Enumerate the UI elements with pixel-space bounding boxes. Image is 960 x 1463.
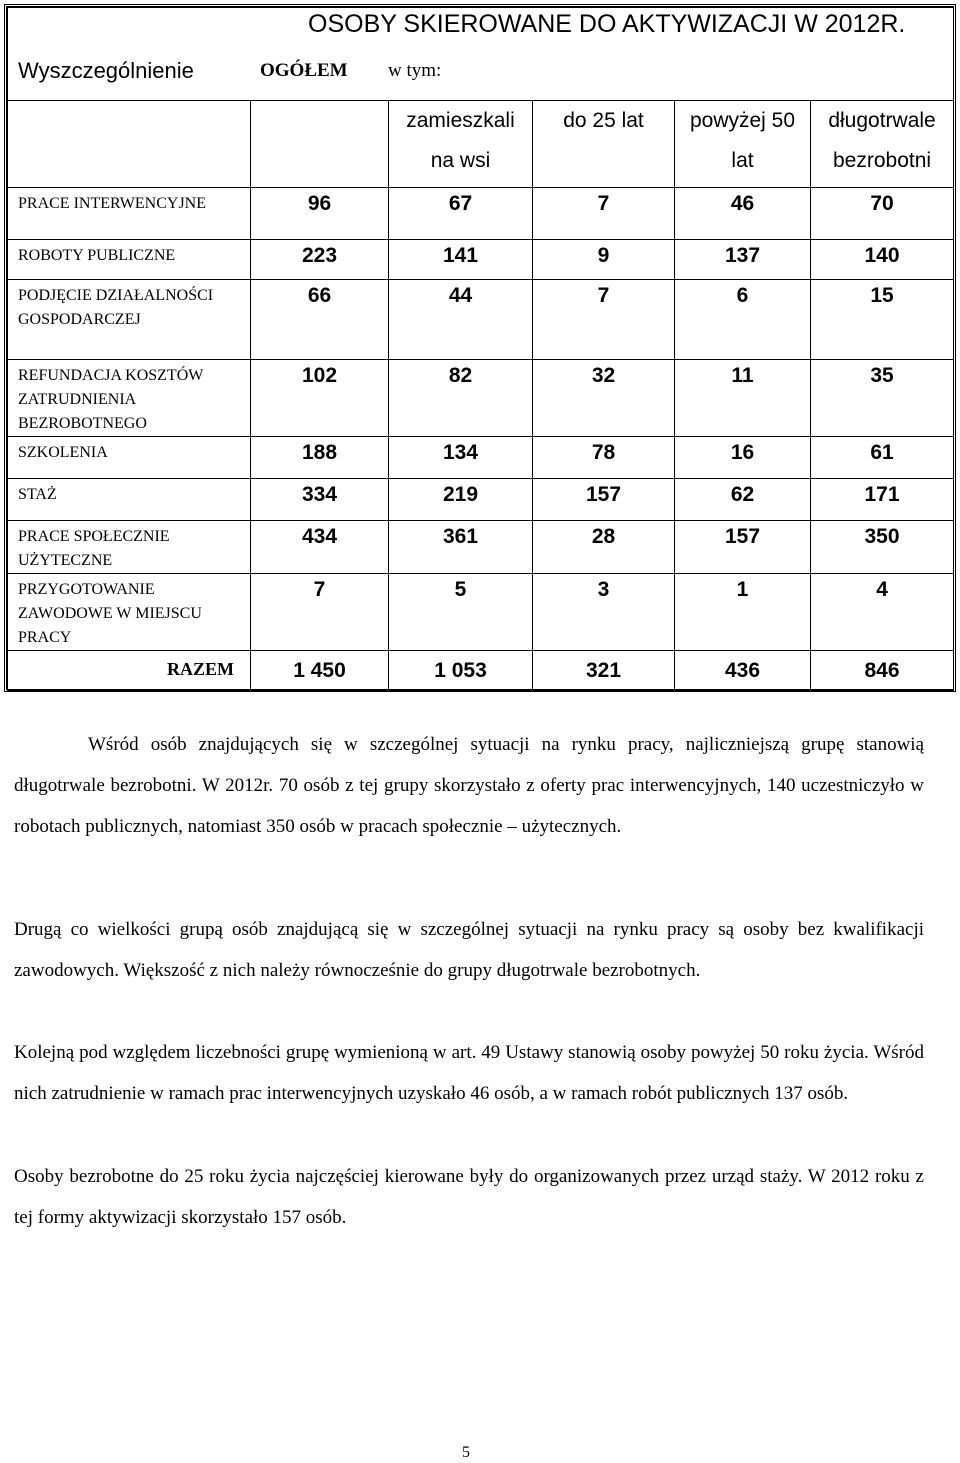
row-label: PRACE SPOŁECZNIE UŻYTECZNE (8, 521, 251, 574)
cell-value: 157 (533, 479, 675, 521)
cell-total: 334 (251, 479, 389, 521)
subgroup-header: w tym: (388, 60, 442, 81)
cell-value: 82 (389, 360, 533, 437)
cell-value: 16 (675, 437, 811, 479)
row-label: SZKOLENIA (8, 437, 251, 479)
cell-value: 44 (389, 280, 533, 360)
total-row-label: RAZEM (8, 651, 251, 691)
row-label: PRZYGOTOWANIE ZAWODOWE W MIEJSCU PRACY (8, 574, 251, 651)
row-label: STAŻ (8, 479, 251, 521)
cell-total: 434 (251, 521, 389, 574)
cell-value: 134 (389, 437, 533, 479)
paragraph: Osoby bezrobotne do 25 roku życia najczęściej kierowane były do organizowanych przez urząd staży. W 2012 roku z tej formy aktywizacji skorzystało 157 osób. (14, 1166, 924, 1228)
activation-table-frame (4, 4, 956, 692)
cell-value: 140 (811, 240, 954, 280)
row-label: ROBOTY PUBLICZNE (8, 240, 251, 280)
cell-value: 321 (533, 651, 675, 691)
table-row (8, 521, 954, 574)
cell-value: 61 (811, 437, 954, 479)
row-label: PRACE INTERWENCYJNE (8, 188, 251, 240)
table-row (8, 188, 954, 240)
cell-value: 11 (675, 360, 811, 437)
cell-value: 6 (675, 280, 811, 360)
total-column-header: OGÓŁEM (260, 60, 348, 81)
column-header: do 25 lat (533, 101, 675, 188)
paragraph: Drugą co wielkości grupą osób znajdującą się w szczególnej sytuacji na rynku pracy są osoby bez kwalifikacji zawodowych. Większość z nich należy równocześnie do grupy długotrwale bezrobotnych. (14, 919, 924, 981)
cell-value: 137 (675, 240, 811, 280)
table-title: OSOBY SKIEROWANE DO AKTYWIZACJI W 2012R. (308, 10, 906, 38)
cell-value: 9 (533, 240, 675, 280)
cell-value: 219 (389, 479, 533, 521)
cell-value: 1 (675, 574, 811, 651)
cell-value: 15 (811, 280, 954, 360)
table-row (8, 479, 954, 521)
cell-value: 7 (533, 188, 675, 240)
cell-value: 1 053 (389, 651, 533, 691)
cell-value: 361 (389, 521, 533, 574)
cell-value: 7 (533, 280, 675, 360)
cell-total: 102 (251, 360, 389, 437)
label-column-header: Wyszczególnienie (18, 58, 194, 83)
cell-value: 436 (675, 651, 811, 691)
cell-value: 5 (389, 574, 533, 651)
paragraph: Wśród osób znajdujących się w szczególnej sytuacji na rynku pracy, najliczniejszą grupę stanowią długotrwale bezrobotni. W 2012r. 70 osób z tej grupy skorzystało z oferty prac interwencyjnych, 140 uczestniczyło w robotach publicznych, natomiast 350 osób w pracach społecznie – użytecznych. (14, 734, 924, 837)
cell-value: 32 (533, 360, 675, 437)
cell-total: 223 (251, 240, 389, 280)
cell-value: 157 (675, 521, 811, 574)
cell-value: 70 (811, 188, 954, 240)
column-header: zamieszkali na wsi (389, 101, 533, 188)
cell-total: 96 (251, 188, 389, 240)
row-label: PODJĘCIE DZIAŁALNOŚCI GOSPODARCZEJ (8, 280, 251, 360)
cell-value: 846 (811, 651, 954, 691)
paragraph: Kolejną pod względem liczebności grupę wymienioną w art. 49 Ustawy stanowią osoby powyżej 50 roku życia. Wśród nich zatrudnienie w ramach prac interwencyjnych uzyskało 46 osób, a w ramach robót publicznych 137 osób. (14, 1042, 924, 1104)
table-row (8, 240, 954, 280)
total-row (8, 651, 954, 691)
cell-value: 350 (811, 521, 954, 574)
row-label: REFUNDACJA KOSZTÓW ZATRUDNIENIA BEZROBOTNEGO (8, 360, 251, 437)
cell-value: 3 (533, 574, 675, 651)
table-row (8, 574, 954, 651)
table-row (8, 360, 954, 437)
cell-value: 78 (533, 437, 675, 479)
column-header: powyżej 50 lat (675, 101, 811, 188)
cell-value: 35 (811, 360, 954, 437)
cell-total: 188 (251, 437, 389, 479)
cell-total: 66 (251, 280, 389, 360)
cell-value: 141 (389, 240, 533, 280)
table-row (8, 280, 954, 360)
column-header-row (8, 101, 954, 188)
cell-value: 28 (533, 521, 675, 574)
cell-total: 7 (251, 574, 389, 651)
cell-total: 1 450 (251, 651, 389, 691)
column-header: długotrwale bezrobotni (811, 101, 954, 188)
table-row (8, 437, 954, 479)
cell-value: 171 (811, 479, 954, 521)
page-number: 5 (462, 1444, 470, 1461)
cell-value: 62 (675, 479, 811, 521)
table-title-row (8, 8, 954, 101)
activation-table (7, 7, 954, 691)
cell-value: 46 (675, 188, 811, 240)
cell-value: 4 (811, 574, 954, 651)
cell-value: 67 (389, 188, 533, 240)
